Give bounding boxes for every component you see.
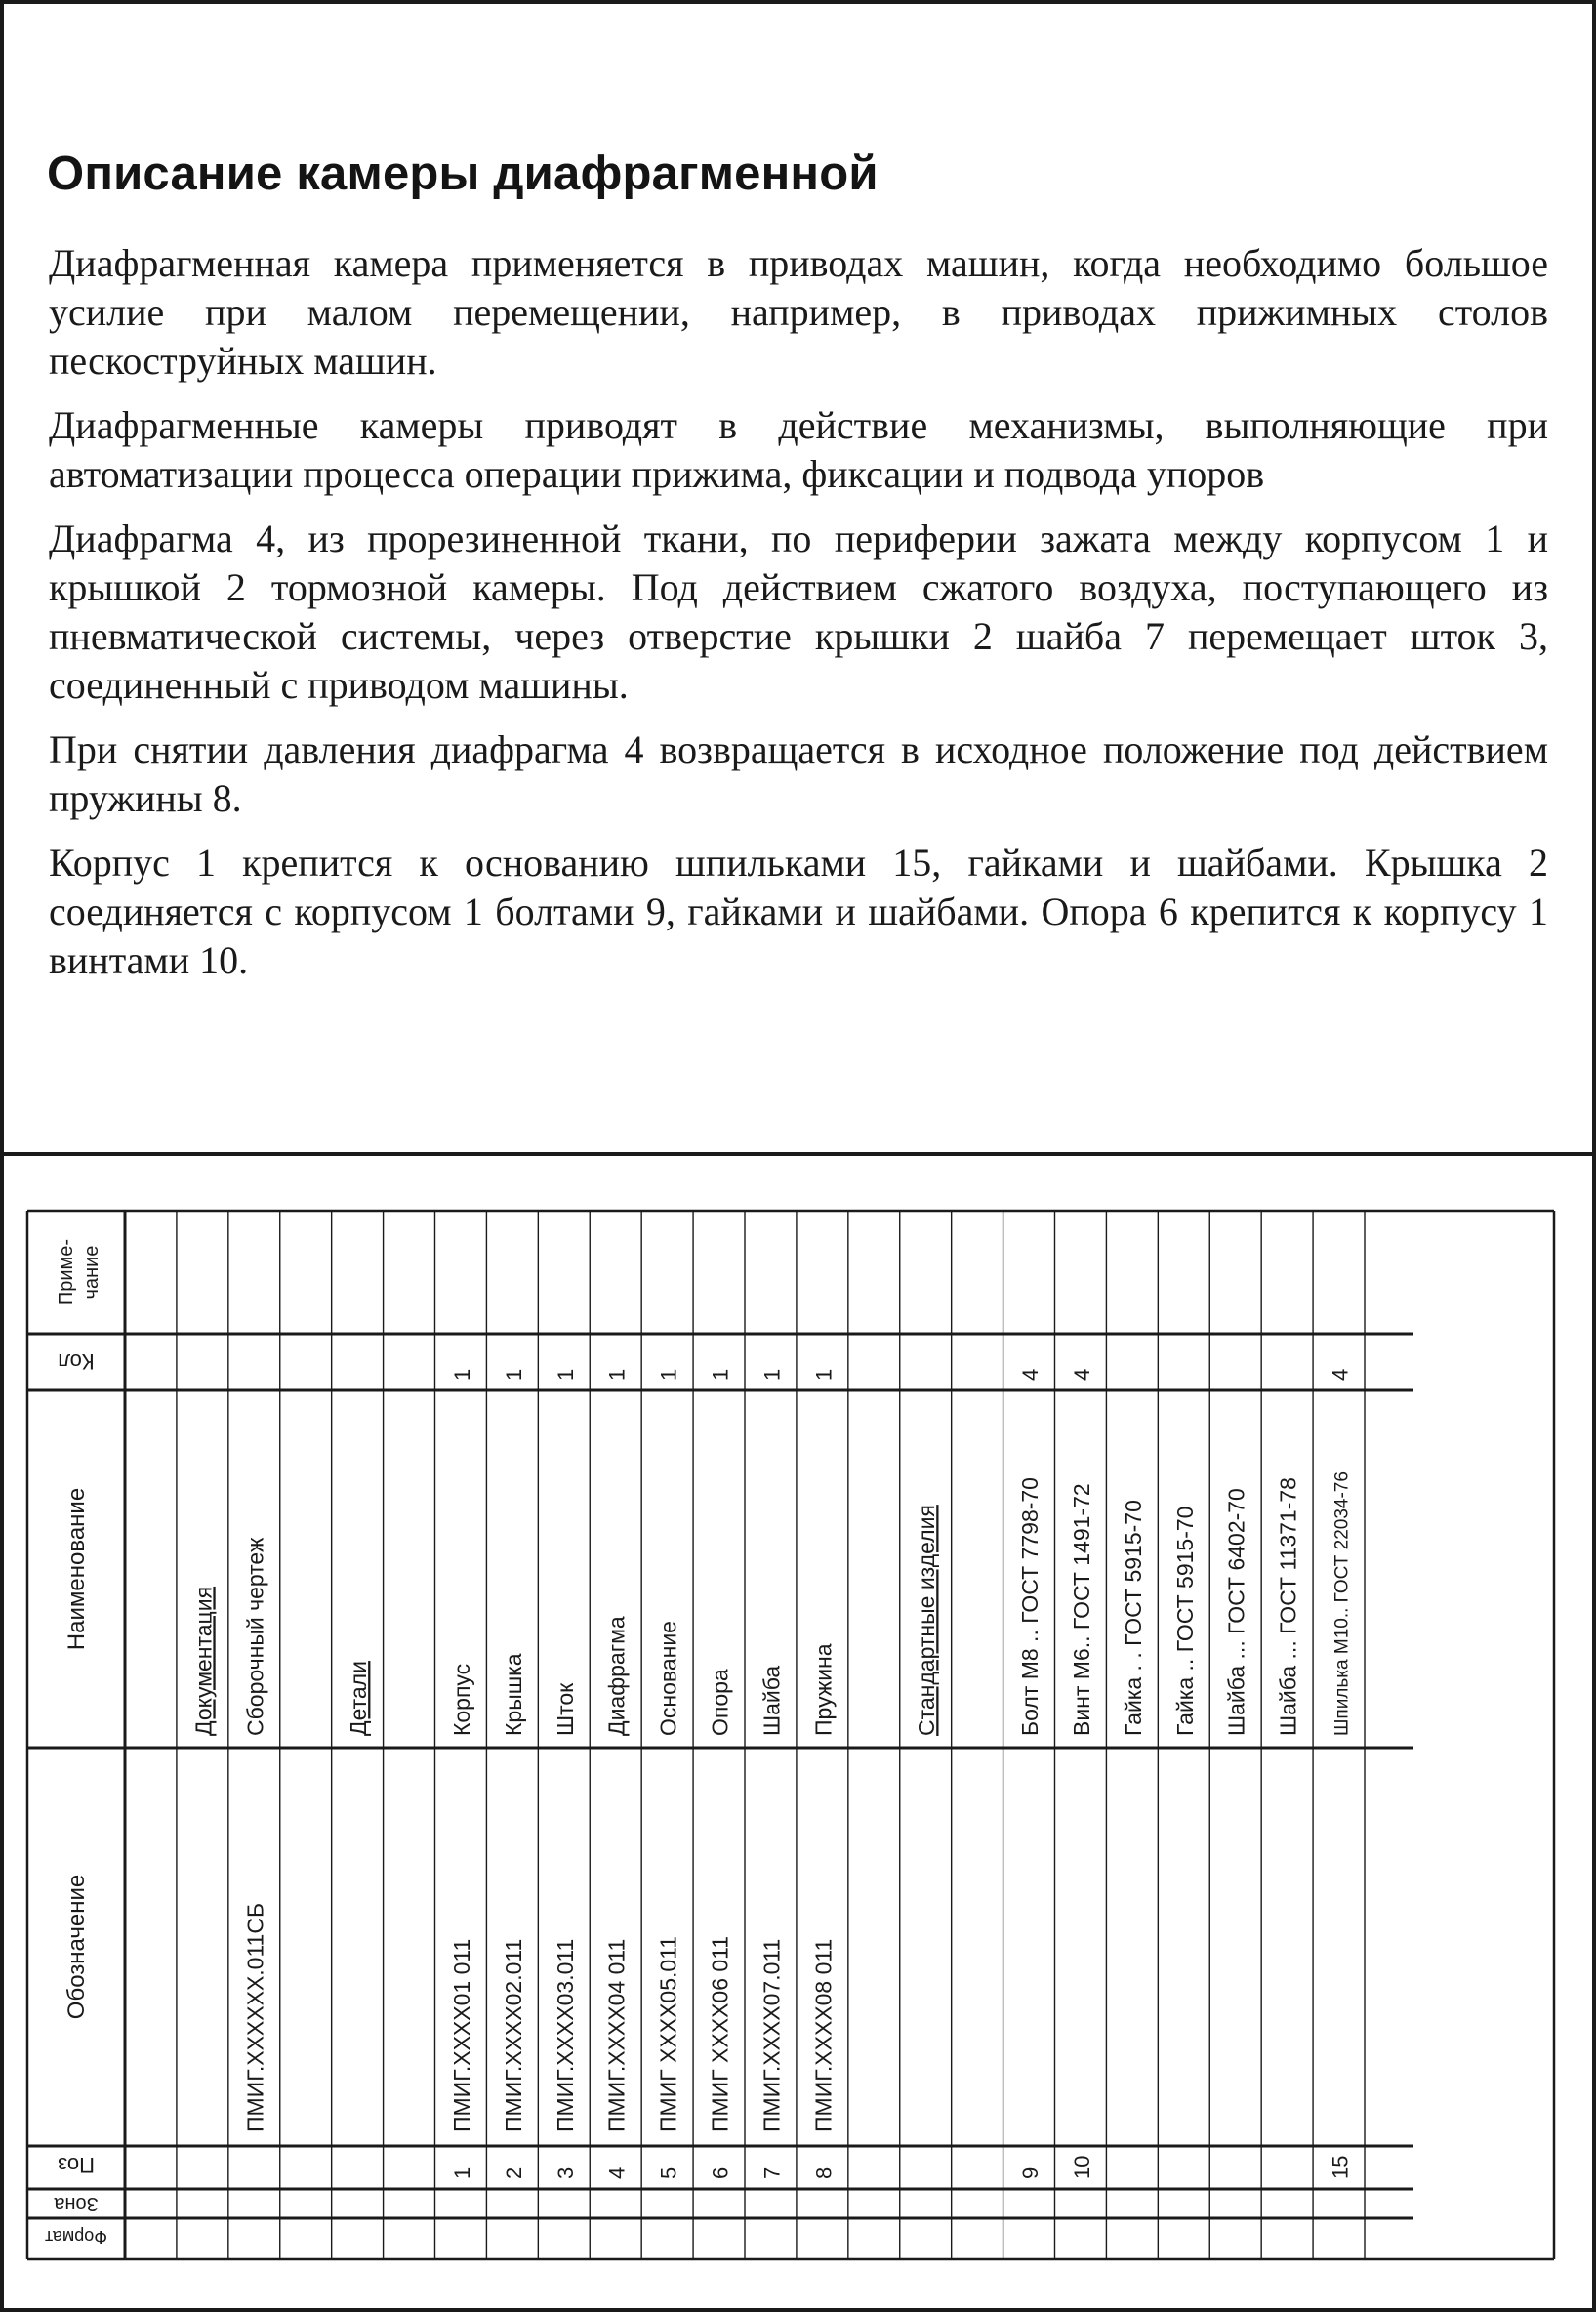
cell-name: Гайка . . ГОСТ 5915-70 [1120, 1500, 1146, 1736]
cell-pos: 15 [1328, 2155, 1353, 2179]
cell-qty: 1 [811, 1368, 837, 1381]
paragraph: Диафрагменные камеры приводят в действие механизмы, выполняющие при автоматизации процесса операции прижима, фиксации и подвода упоров [49, 403, 1548, 496]
cell-qty: 4 [1069, 1368, 1094, 1381]
cell-pos: 10 [1069, 2155, 1094, 2179]
paragraph: При снятии давления диафрагма 4 возвращается в исходное положение под действием пружины 8. [49, 727, 1548, 820]
cell-qty: 1 [604, 1368, 630, 1381]
paragraph: Диафрагма 4, из прорезиненной ткани, по периферии зажата между корпусом 1 и крышкой 2 тормозной камеры. Под действием сжатого воздуха, поступающего из пневматической системы, через отверстие крышки 2 шайба 7 перемещает шток 3, соединенный с приводом машины. [49, 516, 1548, 707]
cell-qty: 1 [656, 1368, 681, 1381]
cell-qty: 4 [1328, 1368, 1353, 1381]
cell-pos: 4 [604, 2167, 630, 2179]
cell-pos: 5 [656, 2167, 681, 2179]
cell-name: Шпилька М10.. ГОСТ 22034-76 [1331, 1471, 1353, 1736]
cell-name: Винт М6.. ГОСТ 1491-72 [1068, 1483, 1094, 1736]
cell-qty: 1 [708, 1368, 733, 1381]
paragraph: Корпус 1 крепится к основанию шпильками 15, гайками и шайбами. Крышка 2 соединяется с корпусом 1 болтами 9, гайками и шайбами. Опора 6 крепится к корпусу 1 винтами 10. [49, 841, 1548, 982]
cell-name: Опора [707, 1669, 733, 1736]
cell-name: Сборочный чертеж [242, 1537, 268, 1736]
cell-name: Диафрагма [603, 1616, 630, 1736]
header-pos: Поз [58, 2153, 95, 2177]
cell-designation: ПМИГ.XXXXXX.011СБ [242, 1902, 268, 2132]
cell-designation: ПМИГ XXXX06 011 [707, 1935, 733, 2132]
header-designation: Обозначение [63, 1874, 90, 2020]
cell-qty: 4 [1018, 1368, 1044, 1381]
cell-name: Стандартные изделия [914, 1505, 940, 1736]
cell-pos: 8 [811, 2167, 837, 2179]
header-format: Формат [45, 2227, 107, 2247]
cell-name: Основание [655, 1621, 681, 1736]
cell-name: Шайба [758, 1665, 785, 1736]
cell-designation: ПМИГ.XXXX04 011 [603, 1938, 630, 2132]
header-note: Приме- [56, 1238, 77, 1306]
header-zone: Зона [54, 2193, 99, 2214]
cell-designation: ПМИГ.XXXX02.011 [500, 1938, 526, 2132]
cell-qty: 1 [759, 1368, 785, 1381]
cell-name: Детали [346, 1661, 372, 1736]
cell-qty: 1 [501, 1368, 526, 1381]
cell-designation: ПМИГ.XXXX01 011 [448, 1938, 474, 2132]
cell-pos: 2 [501, 2167, 526, 2179]
document-title: Описание камеры диафрагменной [47, 147, 879, 200]
cell-name: Болт М8 .. ГОСТ 7798-70 [1017, 1477, 1044, 1736]
cell-name: Пружина [810, 1643, 837, 1736]
cell-pos: 1 [449, 2167, 474, 2179]
header-name: Наименование [63, 1487, 90, 1651]
cell-pos: 7 [759, 2167, 785, 2179]
cell-name: Крышка [500, 1653, 526, 1736]
cell-designation: ПМИГ XXXX05.011 [655, 1935, 681, 2132]
cell-designation: ПМИГ.XXXX08 011 [810, 1938, 837, 2132]
cell-name: Гайка .. ГОСТ 5915-70 [1171, 1506, 1198, 1736]
cell-pos: 3 [552, 2167, 578, 2179]
cell-designation: ПМИГ.XXXX03.011 [552, 1938, 578, 2132]
paragraph: Диафрагменная камера применяется в приводах машин, когда необходимо большое усилие при малом перемещении, например, в приводах прижимных столов пескоструйных машин. [49, 241, 1548, 383]
cell-name: Шток [552, 1682, 578, 1736]
header-qty: Кол [58, 1349, 95, 1374]
cell-qty: 1 [449, 1368, 474, 1381]
cell-name: Корпус [448, 1663, 474, 1736]
cell-qty: 1 [552, 1368, 578, 1381]
cell-name: Шайба ... ГОСТ 11371-78 [1275, 1477, 1301, 1736]
cell-name: Документация [190, 1586, 217, 1736]
cell-name: Шайба ... ГОСТ 6402-70 [1223, 1488, 1249, 1736]
cell-pos: 6 [708, 2167, 733, 2179]
cell-designation: ПМИГ.XXXX07.011 [758, 1938, 785, 2132]
cell-pos: 9 [1018, 2167, 1044, 2179]
header-note: чание [81, 1245, 102, 1300]
